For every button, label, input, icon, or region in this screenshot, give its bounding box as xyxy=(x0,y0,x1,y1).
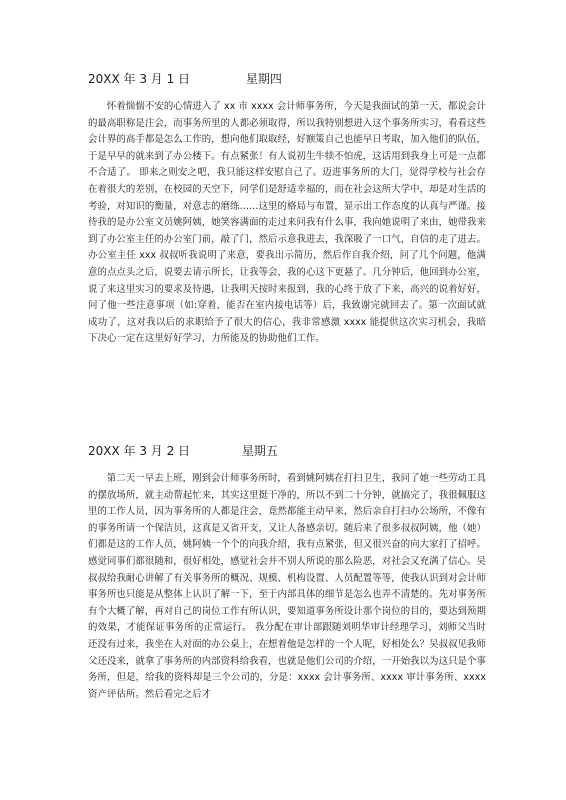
entry-date: 20XX 年 3 月 2 日 xyxy=(88,444,191,458)
entry-body-paragraph: 怀着惴惴不安的心情进入了 xx 市 xxxx 会计师事务所，今天是我面试的第一天，都说会计的最高职称是注会，而事务所里的人都必须取得，所以我特别想进入这个事务所实习，看看这些会计界的高手都是怎么工作的，想向他们取取经，好额策自己也能早日考取，加入他们的队伍，于是早早的就来到了办公楼下。有点紧张！有人说初生牛犊不怕虎，这话用到我身上可是一点都不合适了。 即来之则安之吧，我只能这样安慰自己了。迈进事务所的大门，觉得学校与社会存在着很大的差别，在校园的天空下，同学们是舒适幸福的，而在社会这所大学中，却是对生活的考验，对知识的衡量，对意志的磨练……这里的格局与布置，显示出工作态度的认真与严谨。接待我的是办公室文员姚阿姨，她笑容满面的走过来问我有什么事，我向她说明了来由，她带我来到了办公室主任的办公室门前，敲了门，然后示意我进去，我深吸了一口气，自信的走了进去。办公室主任 xxx 叔叔听我说明了来意，要我出示简历，然后作自我介绍，问了几个问题，他满意的点点头之后，说要去请示所长，让我等会，我的心这下更悬了。几分钟后，他回到办公室，说了来这里实习的要求及待遇，让我明天按时来报到，我的心终于放了下来，高兴的说着好好，问了他一些注意事项（如:穿着，能否在室内接电话等）后，我致谢完就回去了。第一次面试就成功了，这对我以后的求职给予了很大的信心，我非常感激 xxxx 能提供这次实习机会，我暗下决心一定在这里好好学习，力所能及的协助他们工作。 xyxy=(88,101,486,345)
entry-weekday: 星期四 xyxy=(245,72,282,86)
entry-body-paragraph: 第二天一早去上班，刚到会计师事务所时，看到姚阿姨在打扫卫生，我问了她一些劳动工具的摆放场所，就主动帮起忙来，其实这里挺干净的，所以不到二十分钟，就搞完了，我很佩服这里的工作人员，因为事务所的人都是注会，竟然都能主动早来，然后亲自打扫办公场所，不像有的事务所请一个保洁员，这真是又省开支，又让人备感亲切。随后来了很多叔叔阿姨，他（她）们都是这的工作人员，姚阿姨一个个的向我介绍，我有点紧张，但又很兴奋的向大家打了招呼。感觉同事们都很随和，很好相处，感觉社会并不别人所说的那么险恶，对社会又充满了信心。吴叔叔给我耐心讲解了有关事务所的概况、规模、机构设置、人员配置等等，使我认识到对会计师事务所也只能是从整体上认识了解一下，至于内部具体的细节是怎么也弄不清楚的。先对事务所有个大概了解，再对自己的岗位工作有所认识，要知道事务所设计那个岗位的目的，要达到预期的效果，才能保证事务所的正常运行。 我分配在审计部跟随刘明华审计经理学习，刘师父当时还没有过来，我坐在人对面的办公桌上，在想着他是怎样的一个人呢，好相处么？吴叔叔见我师父还没来，就拿了事务所的内部资料给我看，也就是他们公司的介绍，一开始我以为这只是个事务所，但是，给我的资料却是三个公司的，分是：xxxx 会计事务所、xxxx 审计事务所、xxxx 资产评估所。然后看完之后才 xyxy=(88,473,486,700)
entry-header xyxy=(88,442,486,460)
diary-entry-march-1 xyxy=(88,70,486,357)
entry-weekday: 星期五 xyxy=(241,444,278,458)
entry-date: 20XX 年 3 月 1 日 xyxy=(88,72,191,86)
diary-entry-march-2 xyxy=(88,442,486,713)
entry-header xyxy=(88,70,486,88)
